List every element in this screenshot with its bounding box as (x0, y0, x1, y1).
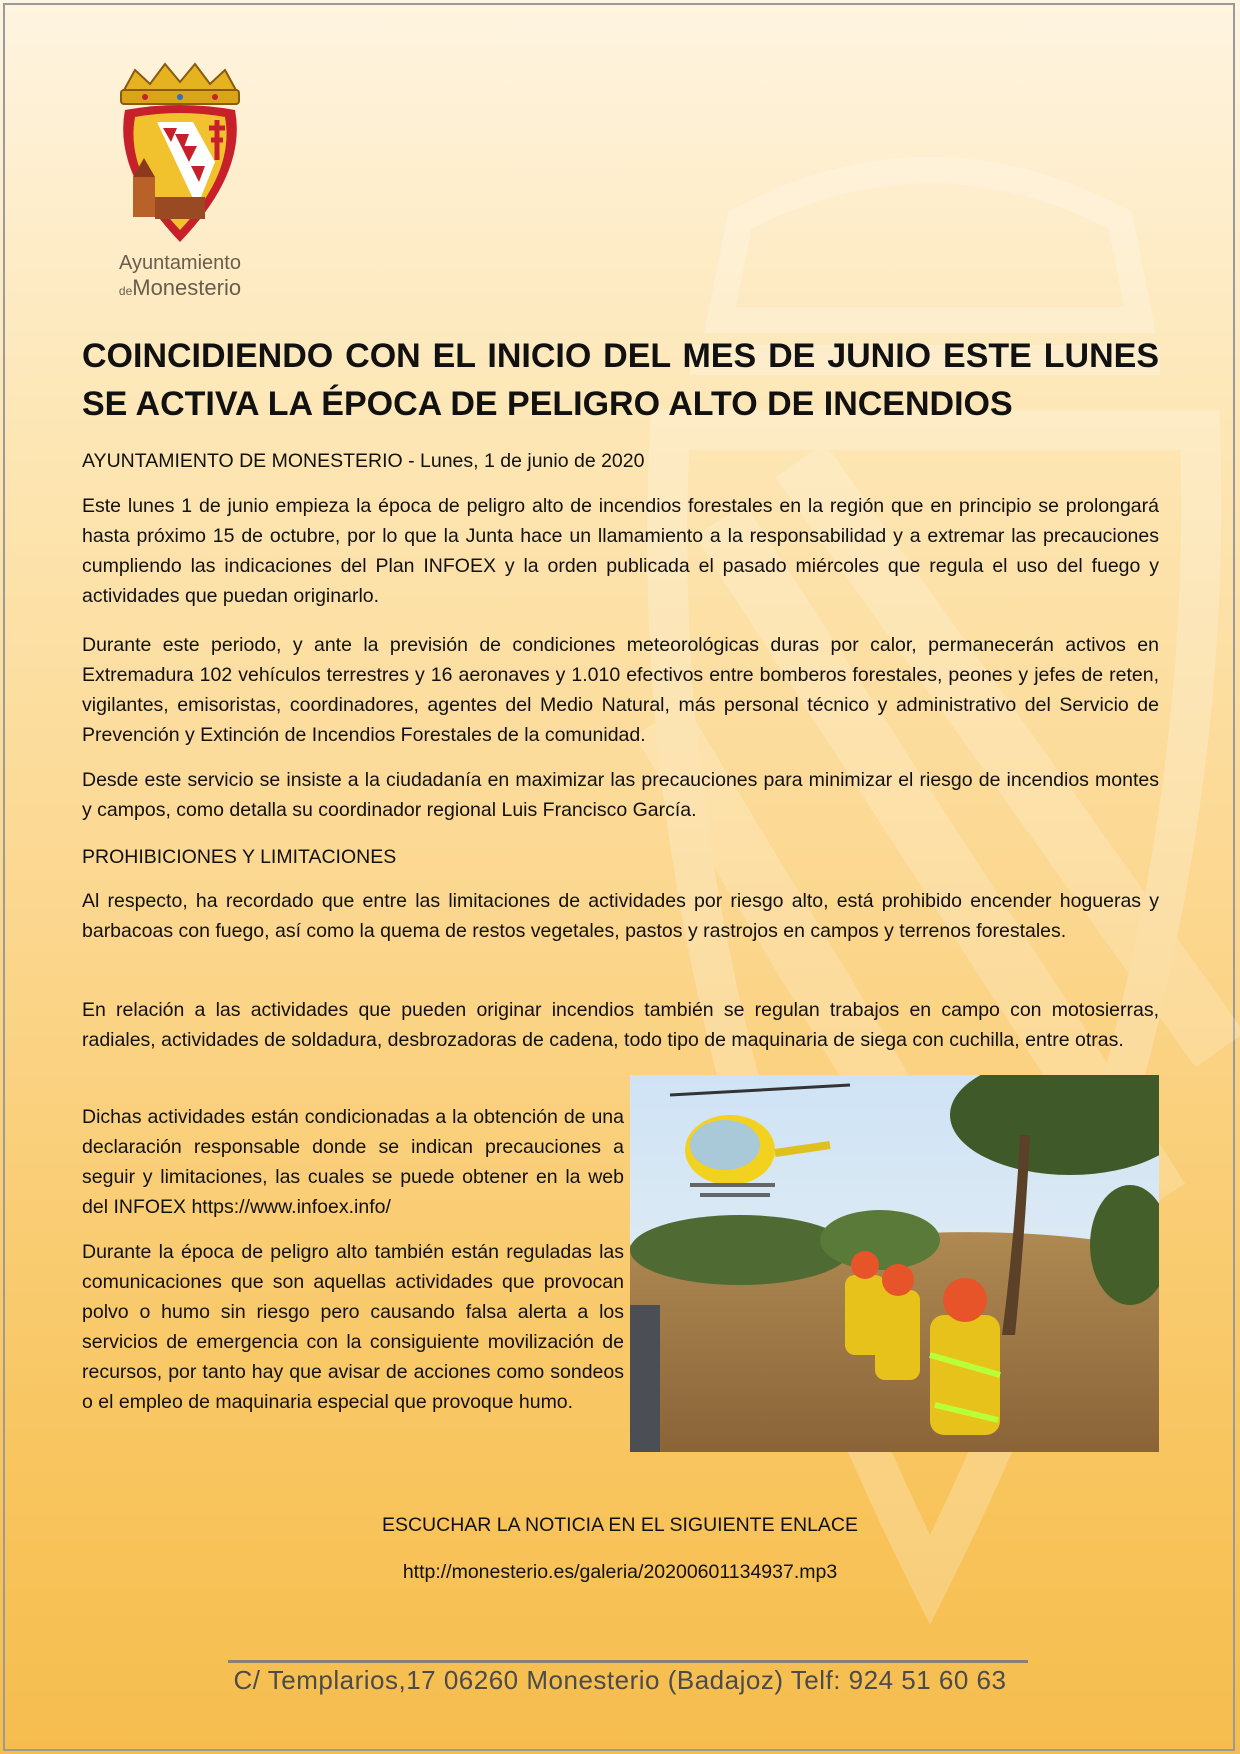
article-title: COINCIDIENDO CON EL INICIO DEL MES DE JUNIO ESTE LUNES SE ACTIVA LA ÉPOCA DE PELIGRO ALTO DE INCENDIOS (82, 337, 1159, 423)
logo-text-monesterio: Monesterio (132, 275, 242, 300)
logo-text-line1: Ayuntamiento (119, 252, 241, 274)
footer-divider (228, 1660, 1028, 1663)
listen-label: ESCUCHAR LA NOTICIA EN EL SIGUIENTE ENLACE (381, 1514, 859, 1536)
coat-of-arms-icon (105, 62, 255, 252)
paragraph-6: Dichas actividades están condicionadas a la obtención de una declaración responsable donde se indican precauciones a seguir y limitaciones, las cuales se puede obtener en la web del INFOEX https://www.infoex.info/ (82, 1106, 624, 1218)
footer-address: C/ Templarios,17 06260 Monesterio (Badajoz) Telf: 924 51 60 63 (233, 1665, 1007, 1695)
paragraph-4: Al respecto, ha recordado que entre las limitaciones de actividades por riesgo alto, está prohibido encender hogueras y barbacoas con fuego, así como la quema de restos vegetales, pastos y rastrojos en campos y terrenos forestales. (82, 890, 1159, 942)
article-dateline: AYUNTAMIENTO DE MONESTERIO - Lunes, 1 de junio de 2020 (82, 450, 645, 472)
paragraph-5: En relación a las actividades que pueden originar incendios también se regulan trabajos en campo con motosierras, radiales, actividades de soldadura, desbrozadoras de cadena, todo tipo de maquinaria de siega con cuchilla, entre otras. (82, 999, 1159, 1051)
audio-link[interactable]: http://monesterio.es/galeria/20200601134937.mp3 (402, 1561, 838, 1583)
logo-text-de: de (118, 284, 133, 298)
section-heading: PROHIBICIONES Y LIMITACIONES (82, 846, 397, 868)
paragraph-1: Este lunes 1 de junio empieza la época de peligro alto de incendios forestales en la región que en principio se prolongará hasta próximo 15 de octubre, por lo que la Junta hace un llamamiento a la responsabilidad y a extremar las precauciones cumpliendo las indicaciones del Plan INFOEX y la orden publicada el pasado miércoles que regula el uso del fuego y actividades que puedan originarlo. (82, 495, 1159, 607)
paragraph-2: Durante este periodo, y ante la previsión de condiciones meteorológicas duras por calor, permanecerán activos en Extremadura 102 vehículos terrestres y 16 aeronaves y 1.010 efectivos entre bomberos forestales, peones y jefes de reten, vigilantes, emisoristas, coordinadores, agentes del Medio Natural, más personal técnico y administrativo del Servicio de Prevención y Extinción de Incendios Forestales de la comunidad. (82, 634, 1159, 746)
logo-text-line2 (105, 275, 255, 301)
paragraph-7: Durante la época de peligro alto también están reguladas las comunicaciones que son aquellas actividades que provocan polvo o humo sin riesgo pero causando falsa alerta a los servicios de emergencia con la consiguiente movilización de recursos, por tanto hay que avisar de acciones como sondeos o el empleo de maquinaria especial que provoque humo. (82, 1241, 624, 1413)
municipality-logo (105, 62, 255, 302)
paragraph-3: Desde este servicio se insiste a la ciudadanía en maximizar las precauciones para minimizar el riesgo de incendios montes y campos, como detalla su coordinador regional Luis Francisco García. (82, 769, 1159, 821)
firefighters-helicopter-photo (630, 1075, 1159, 1452)
